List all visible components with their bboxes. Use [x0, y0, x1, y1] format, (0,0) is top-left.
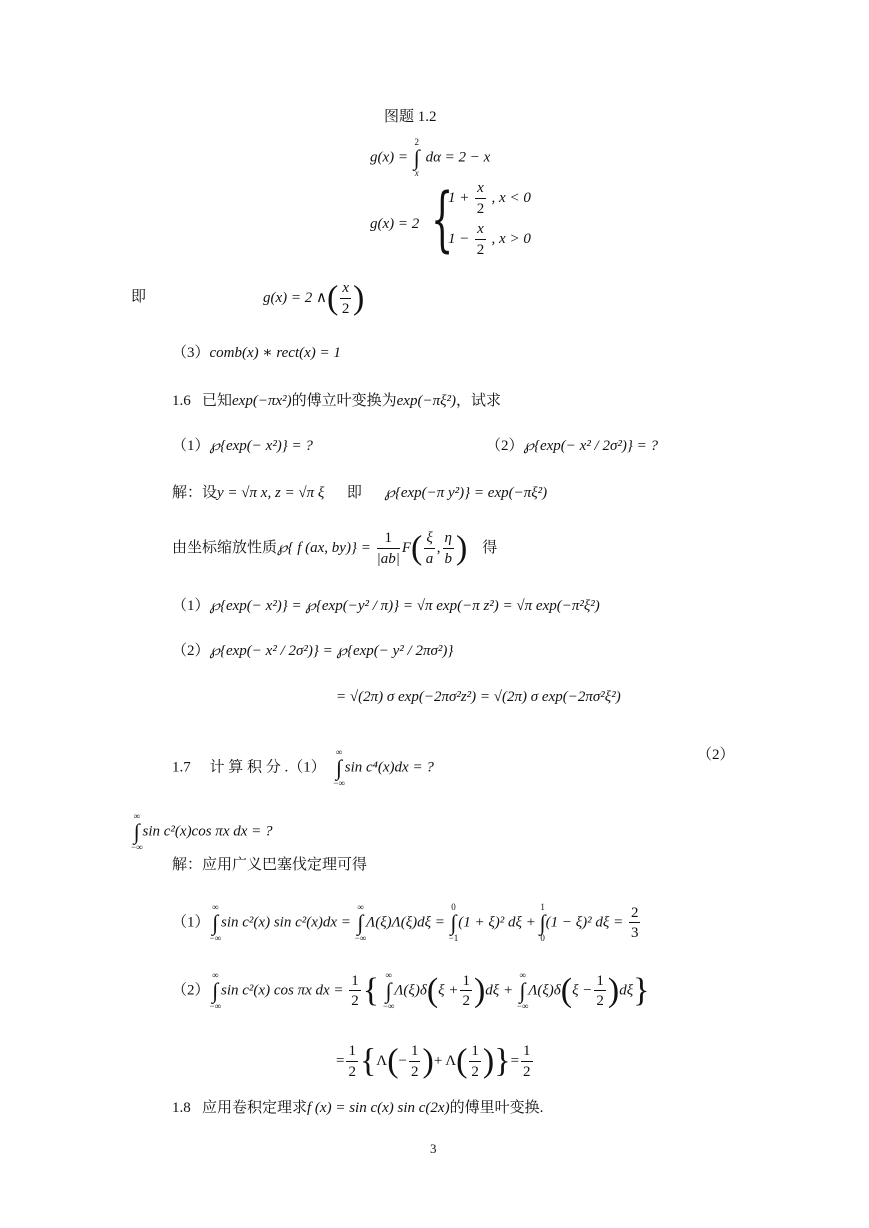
equation-g-integral: g(x) = 2 ∫ x dα = 2 − x — [370, 137, 491, 178]
question-1-6-1: （1）℘{exp(− x²)} = ? — [172, 438, 313, 454]
page-number: 3 — [430, 1141, 437, 1156]
problem-1-6: 1.6 已知exp(−πx²)的傅立叶变换为exp(−πξ²)，试求 — [172, 393, 502, 409]
answer-1-6-1: （1）℘{exp(− x²)} = ℘{exp(−y² / π)} = √π exp(−π z²) = √π exp(−π²ξ²) — [172, 598, 600, 614]
problem-1-7-label-2: （2） — [697, 747, 735, 763]
equation-g-triangle: g(x) = 2 ∧( $\frac{x}{2}$ ) — [263, 279, 365, 317]
answer-1-6-2-cont: = √(2π) σ exp(−2πσ²z²) = √(2π) σ exp(−2πσ²ξ²) — [336, 689, 621, 705]
solution-1-7-intro: 解：应用广义巴塞伐定理可得 — [172, 857, 368, 873]
scaling-property: 由坐标缩放性质℘{ f (ax, by)} = $\frac{1}{|ab|}$ F( $\frac{\xi}{a}$ , $\frac{\eta}{b}$ ) 得 — [172, 529, 498, 567]
item-3: （3）comb(x) ∗ rect(x) = 1 — [172, 345, 341, 361]
answer-1-7-2: （2） ∞ ∫ −∞ sin c²(x) cos πx dx = $\frac{1}{2}$ { ∞ ∫ −∞ Λ(ξ)δ(ξ + $\frac{1}{2}$ )dξ + ∞ ∫ −∞ Λ(ξ)δ(ξ − $\frac{1}{2}$ )dξ} — [172, 970, 650, 1011]
answer-1-7-1: （1） ∞ ∫ −∞ sin c²(x) sin c²(x)dx = ∞ ∫ −∞ Λ(ξ)Λ(ξ)dξ = 0 ∫ −1 (1 + ξ)² dξ + 1 ∫ 0 (1 − ξ)² dξ = $\frac{2}{3}$ — [172, 902, 639, 943]
answer-1-7-2-cont: = $\frac{1}{2}$ {Λ(− $\frac{1}{2}$ )+ Λ( $\frac{1}{2}$ )}= $\frac{1}{2}$ — [336, 1042, 531, 1080]
solution-1-6-setup: 解：设y = √π x, z = √π ξ 即 ℘{exp(−π y²)} = exp(−πξ²) — [172, 485, 548, 501]
problem-1-8: 1.8 应用卷积定理求f (x) = sin c(x) sin c(2x)的傅里叶变换. — [172, 1100, 544, 1116]
question-1-6-2: （2）℘{exp(− x² / 2σ²)} = ? — [486, 438, 658, 454]
question-1-7-2: ∞ ∫ −∞ sin c²(x)cos πx dx = ? — [131, 811, 273, 852]
label-ji: 即 — [131, 289, 147, 305]
answer-1-6-2: （2）℘{exp(− x² / 2σ²)} = ℘{exp(− y² / 2πσ²)} — [172, 643, 454, 659]
figure-caption: 图题 1.2 — [384, 109, 437, 125]
problem-1-7: 1.7 计 算 积 分 .（1） ∞ ∫ −∞ sin c⁴(x)dx = ? — [172, 747, 434, 788]
